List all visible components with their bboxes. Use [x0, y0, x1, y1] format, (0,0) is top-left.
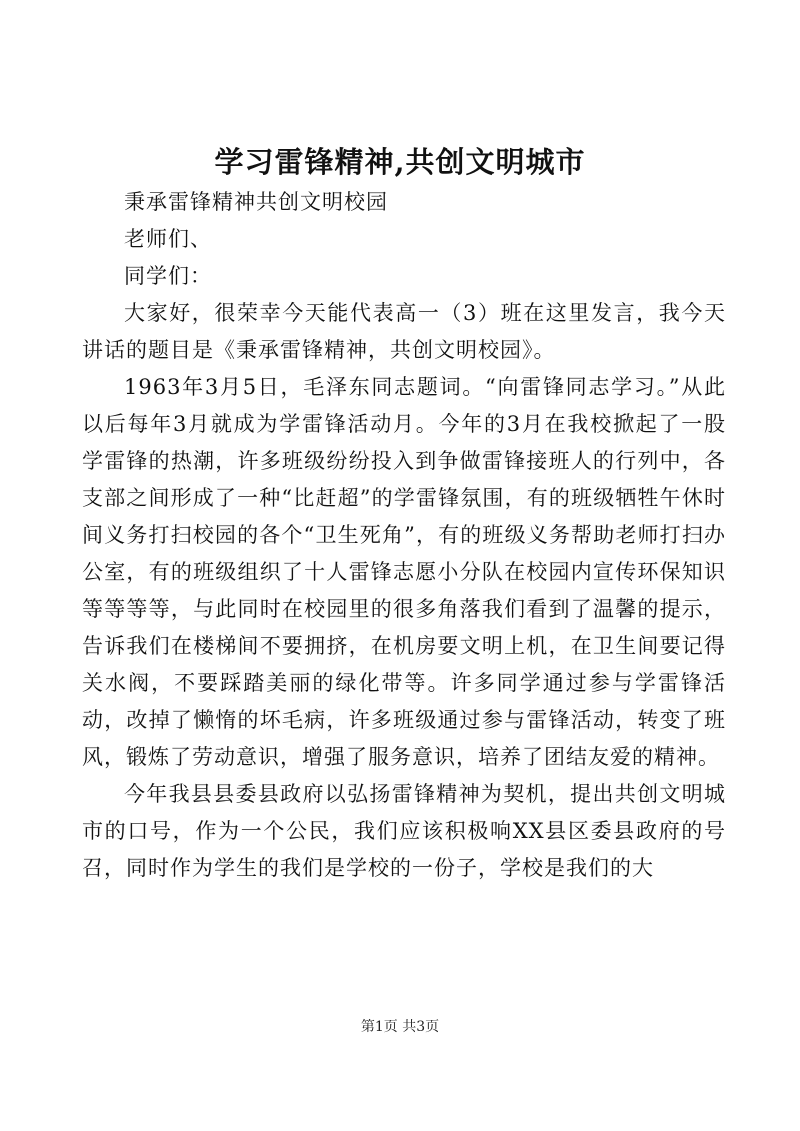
document-body	[82, 184, 726, 887]
paragraph-intro: 大家好，很荣幸今天能代表高一（3）班在这里发言，我今天讲话的题目是《秉承雷锋精神，共创文明校园》。	[82, 301, 726, 362]
paragraph-subtitle: 秉承雷锋精神共创文明校园	[124, 190, 388, 214]
page-footer: 第1页 共3页	[360, 1019, 440, 1035]
document-title: 学习雷锋精神,共创文明城市	[214, 145, 586, 179]
paragraph-salutation-students: 同学们：	[124, 264, 212, 288]
paragraph-city: 今年我县县委县政府以弘扬雷锋精神为契机，提出共创文明城市的口号，作为一个公民，我们应该积极响XX县区委县政府的号召，同时作为学生的我们是学校的一份子，学校是我们的大	[82, 782, 726, 880]
paragraph-salutation-teachers: 老师们、	[124, 227, 212, 251]
paragraph-history: 1963年3月5日，毛泽东同志题词。“向雷锋同志学习。”从此以后每年3月就成为学雷锋活动月。今年的3月在我校掀起了一股学雷锋的热潮，许多班级纷纷投入到争做雷锋接班人的行列中，各支部之间形成了一种“比赶超”的学雷锋氛围，有的班级牺牲午休时间义务打扫校园的各个“卫生死角”，有的班级义务帮助老师打扫办公室，有的班级组织了十人雷锋志愿小分队在校园内宣传环保知识等等等等，与此同时在校园里的很多角落我们看到了温馨的提示，告诉我们在楼梯间不要拥挤，在机房要文明上机，在卫生间要记得关水阀，不要踩踏美丽的绿化带等。许多同学通过参与学雷锋活动，改掉了懒惰的坏毛病，许多班级通过参与雷锋活动，转变了班风，锻炼了劳动意识，增强了服务意识，培养了团结友爱的精神。	[82, 375, 726, 769]
